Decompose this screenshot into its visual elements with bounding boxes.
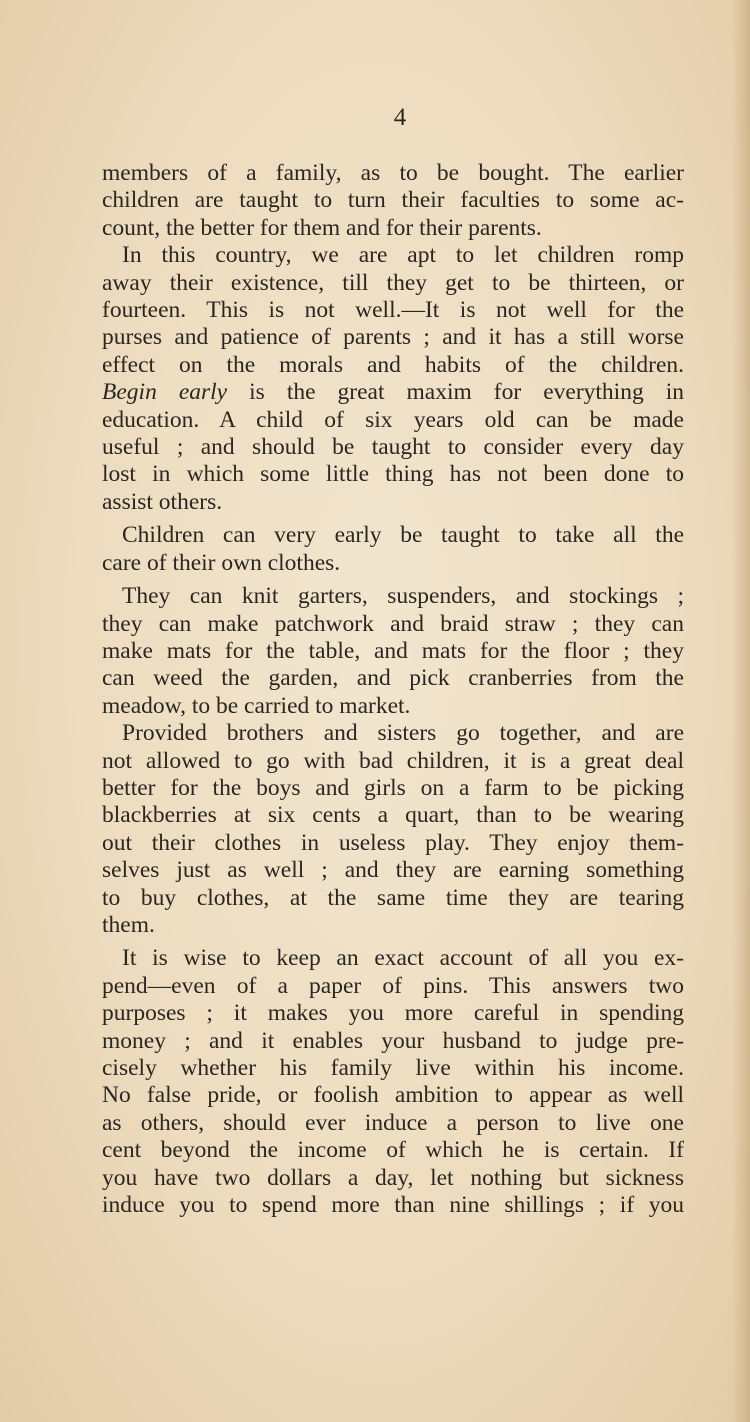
text-line: cent beyond the income of which he is certain. If: [102, 1137, 684, 1164]
paragraph-5: [102, 720, 684, 939]
text-line: children are taught to turn their faculties to some ac-: [102, 187, 684, 214]
text-line: can weed the garden, and pick cranberries from the: [102, 665, 684, 692]
text-line-with-italic: [102, 379, 684, 406]
text-line: Provided brothers and sisters go together, and are: [122, 720, 684, 747]
text-line: It is wise to keep an exact account of all you ex-: [122, 945, 684, 972]
text-line: cisely whether his family live within his income.: [102, 1055, 684, 1081]
text-line: purses and patience of parents ; and it has a still worse: [102, 324, 684, 351]
paragraph-3: [102, 522, 684, 577]
text-line: pend—even of a paper of pins. This answers two: [102, 972, 684, 999]
text-line: They can knit garters, suspenders, and stockings ;: [122, 583, 684, 610]
text-line: education. A child of six years old can be made: [102, 406, 684, 433]
text-line: selves just as well ; and they are earning something: [102, 857, 684, 884]
text-line: they can make patchwork and braid straw ; they can: [102, 610, 684, 637]
text-line: fourteen. This is not well.—It is not well for the: [102, 297, 684, 324]
text-line: blackberries at six cents a quart, than to be wearing: [102, 802, 684, 829]
text-line: assist others.: [102, 488, 223, 515]
text-line: effect on the morals and habits of the children.: [102, 351, 684, 378]
body-text: [102, 160, 684, 1219]
text-line: money ; and it enables your husband to judge pre-: [102, 1027, 684, 1054]
italic-phrase: Begin early: [102, 379, 228, 406]
text-line: purposes ; it makes you more careful in spending: [102, 1000, 684, 1027]
text-line: lost in which some little thing has not been done to: [102, 461, 684, 488]
text-line-rest: is the great maxim for everything in: [249, 379, 685, 406]
page-number: 4: [393, 104, 407, 131]
paragraph-4: [102, 583, 684, 720]
text-line: meadow, to be carried to market.: [102, 692, 411, 719]
paragraph-2: [102, 242, 684, 516]
text-line: to buy clothes, at the same time they are tearing: [102, 884, 684, 911]
paragraph-6: [102, 945, 684, 1219]
text-line: as others, should ever induce a person to live one: [102, 1109, 684, 1136]
text-line: useful ; and should be taught to consider every day: [102, 434, 684, 461]
text-line: Children can very early be taught to take all the: [122, 522, 684, 549]
text-line: induce you to spend more than nine shillings ; if you: [102, 1192, 684, 1219]
text-line: you have two dollars a day, let nothing but sickness: [102, 1164, 684, 1191]
text-line: members of a family, as to be bought. The earlier: [102, 160, 684, 186]
text-line: better for the boys and girls on a farm to be picking: [102, 774, 684, 801]
text-line: count, the better for them and for their parents.: [102, 214, 542, 241]
text-line: make mats for the table, and mats for the floor ; they: [102, 637, 684, 664]
text-line: care of their own clothes.: [102, 549, 341, 576]
text-line: In this country, we are apt to let children romp: [122, 242, 684, 269]
paragraph-1: [102, 160, 684, 242]
text-line: not allowed to go with bad children, it is a great deal: [102, 747, 684, 774]
text-line: away their existence, till they get to be thirteen, or: [102, 269, 684, 296]
text-line: them.: [102, 911, 155, 938]
text-line: out their clothes in useless play. They enjoy them-: [102, 829, 684, 856]
text-line: No false pride, or foolish ambition to appear as well: [102, 1082, 684, 1109]
